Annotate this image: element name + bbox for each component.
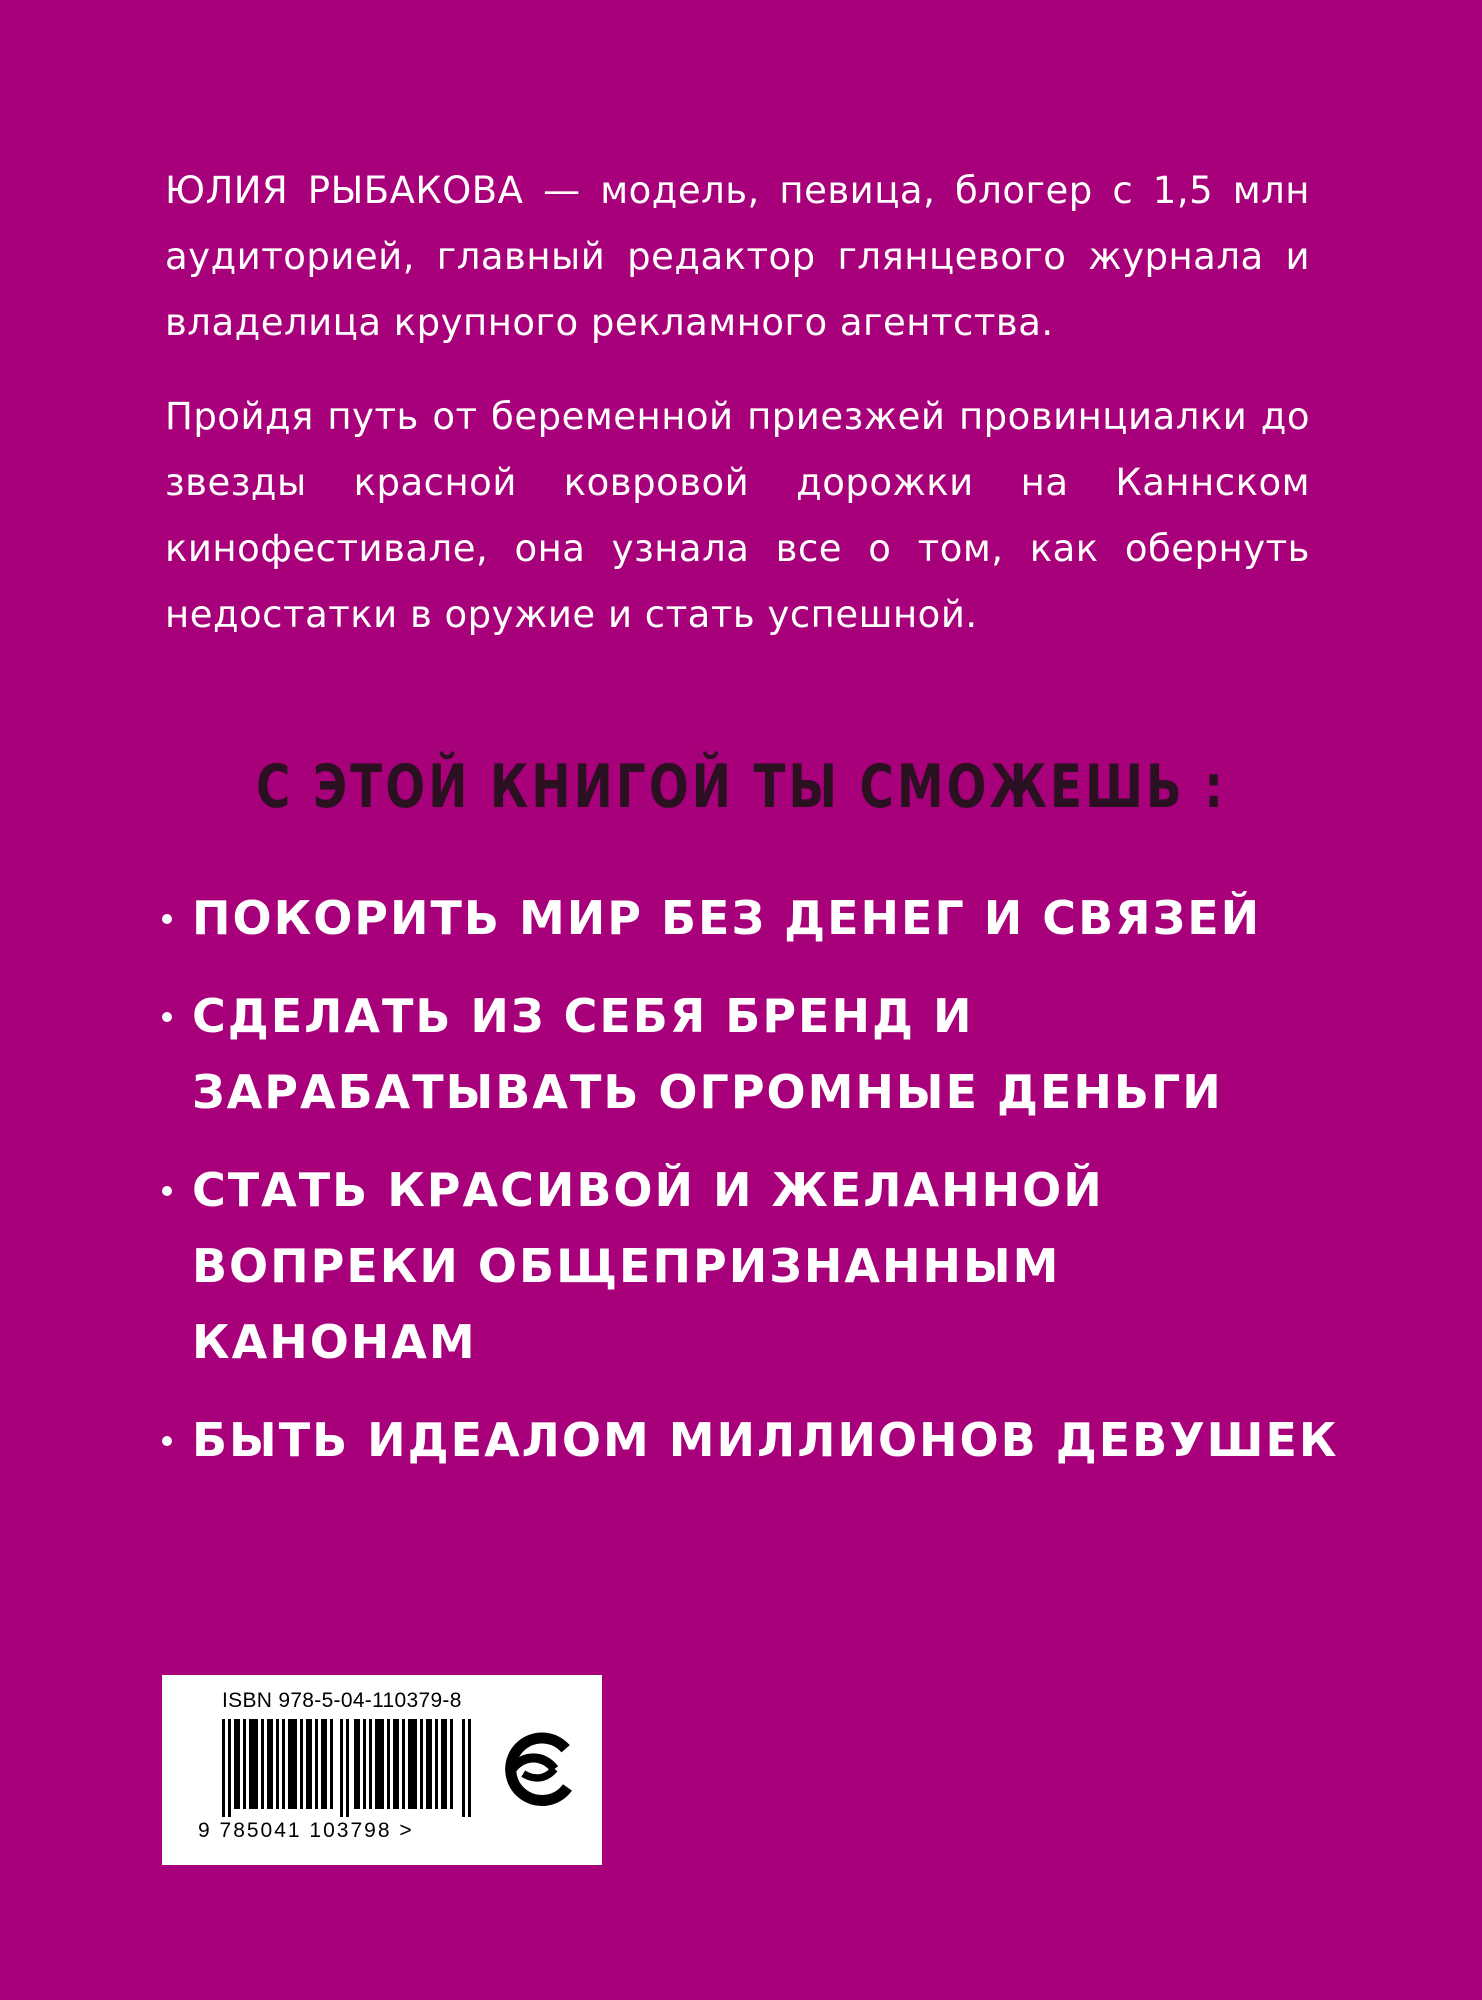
benefit-item <box>160 978 1360 1130</box>
benefit-text: СТАТЬ КРАСИВОЙ И ЖЕЛАННОЙ ВОПРЕКИ ОБЩЕПРИЗНАННЫМ КАНОНАМ <box>192 1163 1104 1369</box>
isbn-label: ISBN 978-5-04-110379-8 <box>222 1689 462 1712</box>
benefit-item <box>160 1402 1360 1478</box>
benefits-list <box>160 880 1360 1500</box>
barcode-digits: 9 785041 103798 > <box>198 1819 414 1842</box>
author-story-paragraph: Пройдя путь от беременной приезжей провинциалки до звезды красной ковровой дорожки на Каннском кинофестивале, она узнала все о том, как обернуть недостатки в оружие и стать успешной. <box>165 395 1310 636</box>
author-intro <box>165 158 1310 676</box>
author-bio-paragraph: ЮЛИЯ РЫБАКОВА — модель, певица, блогер с 1,5 млн аудиторией, главный редактор глянцевого журнала и владелица крупного рекламного агентства. <box>165 169 1310 344</box>
benefit-item <box>160 1152 1360 1380</box>
bullet-dot-icon <box>162 1436 172 1446</box>
bullet-dot-icon <box>162 914 172 924</box>
benefit-text: ПОКОРИТЬ МИР БЕЗ ДЕНЕГ И СВЯЗЕЙ <box>192 891 1262 945</box>
benefit-text: БЫТЬ ИДЕАЛОМ МИЛЛИОНОВ ДЕВУШЕК <box>192 1413 1339 1467</box>
barcode-panel <box>162 1675 602 1865</box>
benefit-text: СДЕЛАТЬ ИЗ СЕБЯ БРЕНД И ЗАРАБАТЫВАТЬ ОГРОМНЫЕ ДЕНЬГИ <box>192 989 1223 1119</box>
bullet-dot-icon <box>162 1012 172 1022</box>
bullet-dot-icon <box>162 1186 172 1196</box>
benefits-heading: С ЭТОЙ КНИГОЙ ТЫ СМОЖЕШЬ : <box>255 752 1227 822</box>
benefit-item <box>160 880 1360 956</box>
eksmo-logo-icon <box>492 1723 584 1815</box>
barcode-icon <box>222 1719 472 1817</box>
